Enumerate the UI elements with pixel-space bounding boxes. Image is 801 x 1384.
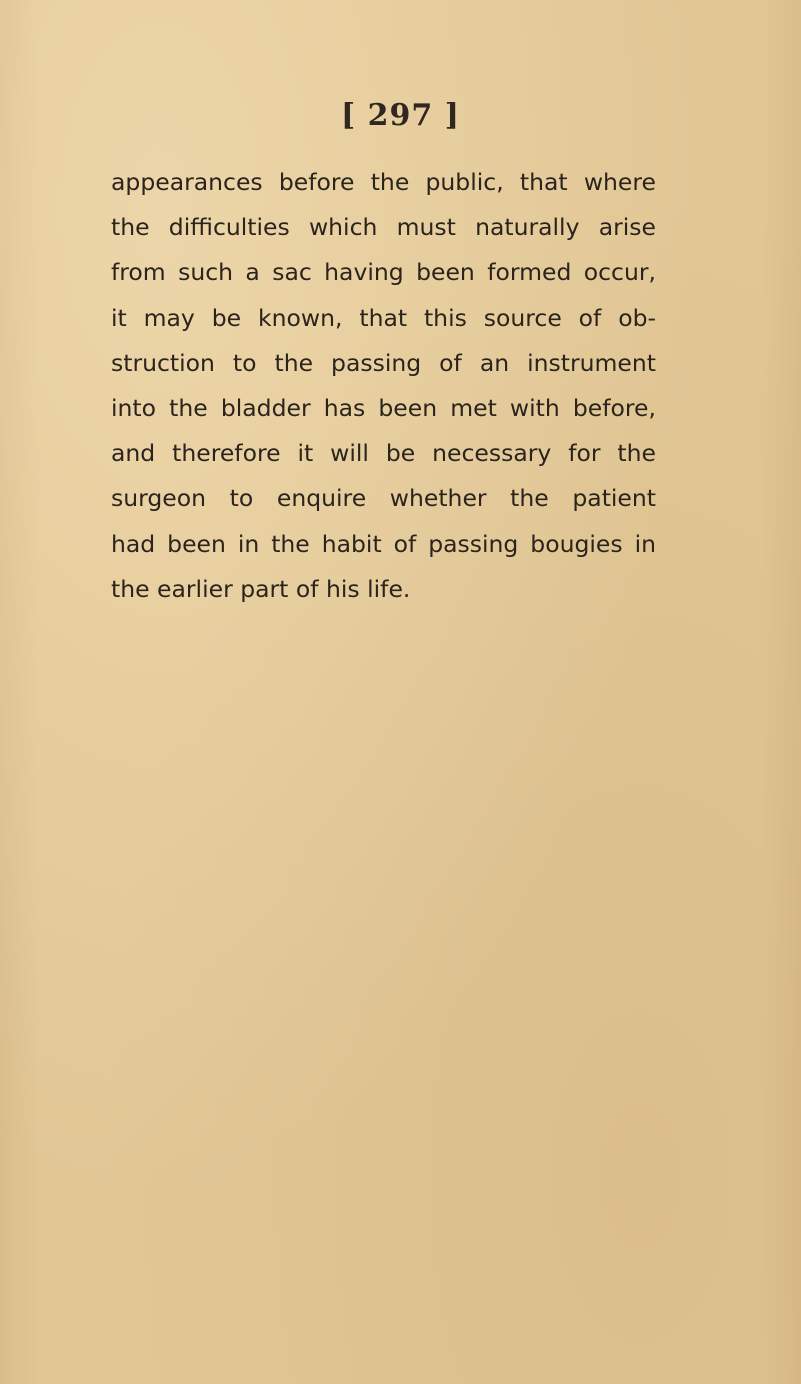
text-line: from such a sac having been formed occur, xyxy=(111,258,656,287)
text-line: appearances before the public, that where xyxy=(111,168,656,196)
text-line-last: the earlier part of his life. xyxy=(111,574,411,603)
text-line: into the bladder has been met with before, xyxy=(111,393,656,422)
text-line: had been in the habit of passing bougies in xyxy=(111,529,656,558)
text-line: it may be known, that this source of ob- xyxy=(111,303,656,332)
text-line: the difficulties which must naturally arise xyxy=(111,213,656,242)
page-number-header: [ 297 ] xyxy=(341,98,460,133)
text-line: surgeon to enquire whether the patient xyxy=(111,484,656,513)
body-paragraph xyxy=(111,160,656,612)
text-line: and therefore it will be necessary for the xyxy=(111,439,656,468)
text-line: struction to the passing of an instrument xyxy=(111,348,656,377)
